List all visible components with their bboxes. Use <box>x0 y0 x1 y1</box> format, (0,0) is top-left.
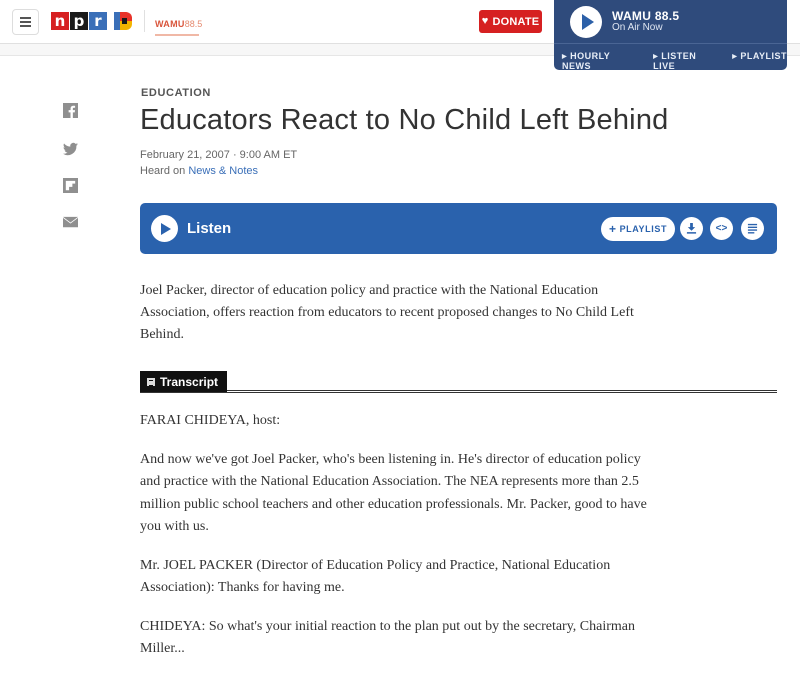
donate-button[interactable] <box>479 10 542 33</box>
menu-button[interactable] <box>12 9 39 35</box>
section-label[interactable]: EDUCATION <box>141 87 211 99</box>
embed-icon: <> <box>715 223 728 234</box>
article-teaser: Joel Packer, director of education policy and practice with the National Education Association, offers reaction from educators to recent proposed changes to No Child Left Behind. <box>140 283 634 342</box>
facebook-icon <box>63 103 78 118</box>
player-link-playlist[interactable]: ▶ PLAYLIST <box>732 51 787 61</box>
play-icon <box>161 223 171 235</box>
add-to-playlist-button[interactable] <box>601 217 675 241</box>
share-facebook[interactable] <box>62 102 78 118</box>
download-icon <box>686 223 697 234</box>
npr-logo-n: n <box>51 12 69 30</box>
plus-icon: + <box>608 222 617 236</box>
player-link-listen-live[interactable]: ▶ LISTEN LIVE <box>653 51 697 71</box>
caret-right-icon: ▶ <box>653 54 659 60</box>
playlist-label: PLAYLIST <box>619 224 668 234</box>
listen-play-button[interactable] <box>151 215 178 242</box>
transcript-button[interactable] <box>741 217 764 240</box>
transcript-body <box>140 410 660 677</box>
program-link[interactable]: News & Notes <box>188 165 259 177</box>
live-play-button[interactable] <box>570 6 602 38</box>
heard-on-prefix: Heard on <box>140 165 189 177</box>
npr-50-logo[interactable] <box>114 12 132 30</box>
player-status: On Air Now <box>612 22 663 33</box>
download-button[interactable] <box>680 217 703 240</box>
flipboard-icon <box>63 178 78 193</box>
caret-right-icon: ▶ <box>732 54 738 60</box>
npr-logo-r: r <box>89 12 107 30</box>
transcript-paragraph: Mr. JOEL PACKER (Director of Education Policy and Practice, National Education Association): Thanks for having me. <box>140 557 611 595</box>
live-player <box>554 0 787 70</box>
listen-label[interactable]: Listen <box>187 220 232 237</box>
embed-button[interactable] <box>710 217 733 240</box>
npr-logo-p: p <box>70 12 88 30</box>
audio-player-bar <box>140 203 777 254</box>
hamburger-icon <box>20 21 31 23</box>
share-twitter[interactable] <box>62 140 78 156</box>
transcript-paragraph: And now we've got Joel Packer, who's been listening in. He's director of education policy and practice with the National Education Association. The NEA represents more than 2.5 million public school teachers and other education professionals. Mr. Packer, good to have you with us. <box>140 451 647 534</box>
station-logo-name: WAMU <box>155 19 185 29</box>
player-links <box>562 51 787 71</box>
transcript-tab-label: Transcript <box>160 374 219 389</box>
share-email[interactable] <box>62 214 78 230</box>
share-flipboard[interactable] <box>62 177 78 193</box>
play-icon <box>582 14 594 30</box>
station-logo-frequency: 88.5 <box>184 19 203 29</box>
player-station: WAMU 88.5 <box>612 9 680 23</box>
station-logo[interactable] <box>155 14 202 36</box>
header-divider <box>144 10 145 32</box>
caret-right-icon: ▶ <box>562 54 568 60</box>
player-link-hourly-news[interactable]: ▶ HOURLY NEWS <box>562 51 611 71</box>
station-logo-tagline <box>155 34 199 36</box>
transcript-tab <box>140 371 227 392</box>
email-icon <box>63 215 78 230</box>
twitter-icon <box>63 141 78 156</box>
heart-icon: ♥ <box>481 15 489 27</box>
donate-label: DONATE <box>492 15 540 28</box>
transcript-icon <box>747 223 758 234</box>
page-title: Educators React to No Child Left Behind <box>140 104 669 136</box>
transcript-paragraph: FARAI CHIDEYA, host: <box>140 413 281 428</box>
npr-logo[interactable] <box>51 12 107 30</box>
transcript-header <box>140 371 777 393</box>
transcript-paragraph: CHIDEYA: So what's your initial reaction to the plan put out by the secretary, Chairman Miller... <box>140 618 636 656</box>
dateline: February 21, 2007 · 9:00 AM ET <box>140 149 298 161</box>
heard-on <box>140 165 258 177</box>
player-divider <box>554 43 787 44</box>
document-icon <box>147 378 155 386</box>
